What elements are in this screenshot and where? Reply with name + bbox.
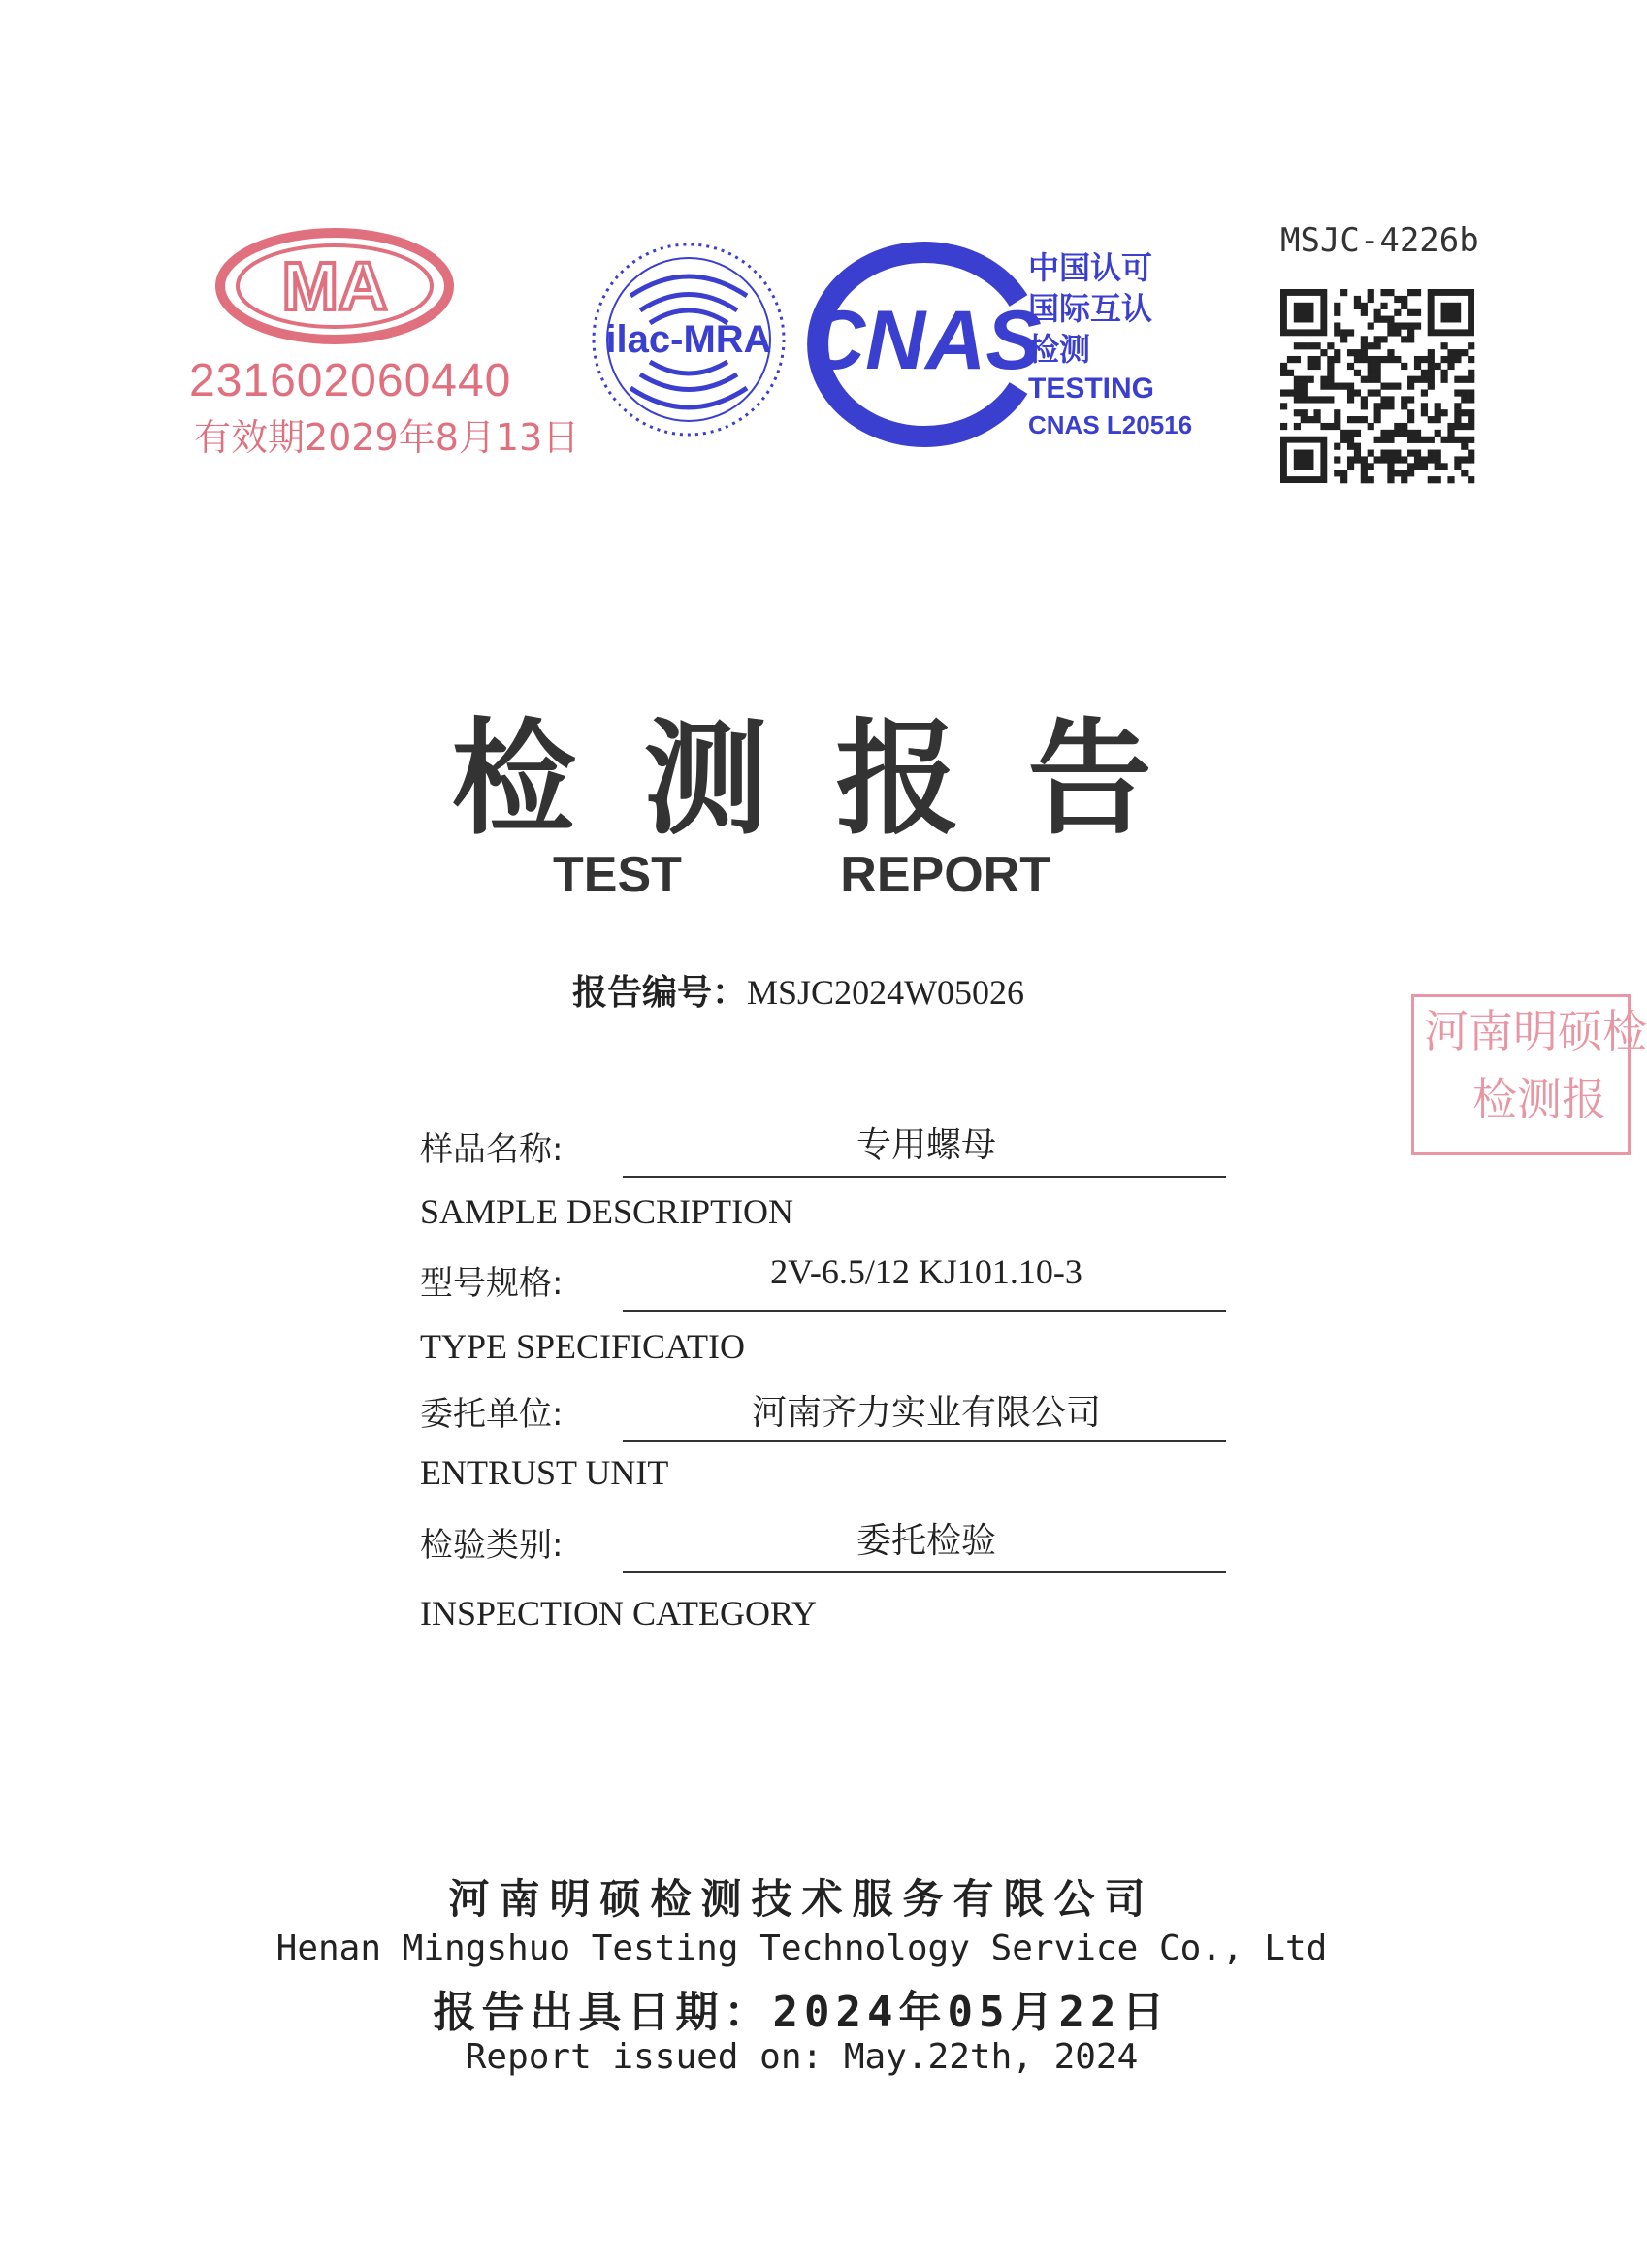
field-label-sample: 样品名称: <box>420 1130 564 1169</box>
issue-date-cn: 报告出具日期：2024年05月22日 <box>433 1988 1171 2037</box>
cma-logo <box>213 228 456 344</box>
field-value-type: 2V-6.5/12 KJ101.10-3 <box>770 1252 1082 1291</box>
document-code: MSJC-4226b <box>1280 221 1479 260</box>
field-value-entrust: 河南齐力实业有限公司 <box>751 1393 1101 1432</box>
field-underline <box>623 1440 1226 1442</box>
issue-date-en: Report issued on: May.22th, 2024 <box>465 2037 1139 2077</box>
company-stamp-partial <box>1411 994 1647 1155</box>
page-title-en-text: TEST REPORT <box>553 847 1050 903</box>
report-number <box>572 965 1024 1015</box>
field-underline <box>623 1310 1226 1312</box>
field-value-category: 委托检验 <box>856 1521 996 1560</box>
cnas-line3: 检测 <box>1028 331 1091 368</box>
cma-validity: 有效期2029年8月13日 <box>194 416 580 459</box>
company-name-en: Henan Mingshuo Testing Technology Service Co., Ltd <box>275 1928 1328 1968</box>
field-underline <box>623 1176 1226 1178</box>
report-number-value: MSJC2024W05026 <box>747 973 1025 1012</box>
field-label-en-type: TYPE SPECIFICATIO <box>420 1327 746 1366</box>
cnas-logo <box>800 247 1217 441</box>
page-title-en <box>0 846 1603 904</box>
stamp-line2: 检测报 <box>1472 1073 1606 1125</box>
cnas-line5: CNAS L20516 <box>1028 410 1193 439</box>
field-label-category: 检验类别: <box>420 1526 564 1565</box>
stamp-line1: 河南明硕检 <box>1424 1005 1647 1057</box>
cnas-line1: 中国认可 <box>1028 249 1153 286</box>
cma-stamp <box>184 218 580 461</box>
cma-number: 231602060440 <box>189 355 512 406</box>
field-label-entrust: 委托单位: <box>420 1395 564 1434</box>
qr-code-icon <box>1280 289 1474 483</box>
ilac-text: ilac-MRA <box>605 318 772 361</box>
field-underline <box>623 1571 1226 1573</box>
cma-logo-text: MA <box>281 248 388 324</box>
cnas-line4: TESTING <box>1028 373 1155 405</box>
field-label-type: 型号规格: <box>420 1264 564 1303</box>
page-title-cn: 检测报告 <box>451 706 1220 852</box>
cnas-line2: 国际互认 <box>1028 290 1153 327</box>
field-value-sample: 专用螺母 <box>856 1125 996 1164</box>
company-name-cn: 河南明硕检测技术服务有限公司 <box>448 1875 1155 1923</box>
ilac-mra-logo <box>587 238 791 441</box>
report-number-label: 报告编号： <box>572 973 748 1013</box>
cnas-text: CNAS <box>805 294 1042 387</box>
field-label-en-sample: SAMPLE DESCRIPTION <box>420 1192 794 1231</box>
field-label-en-entrust: ENTRUST UNIT <box>420 1453 669 1492</box>
field-label-en-category: INSPECTION CATEGORY <box>420 1594 818 1633</box>
